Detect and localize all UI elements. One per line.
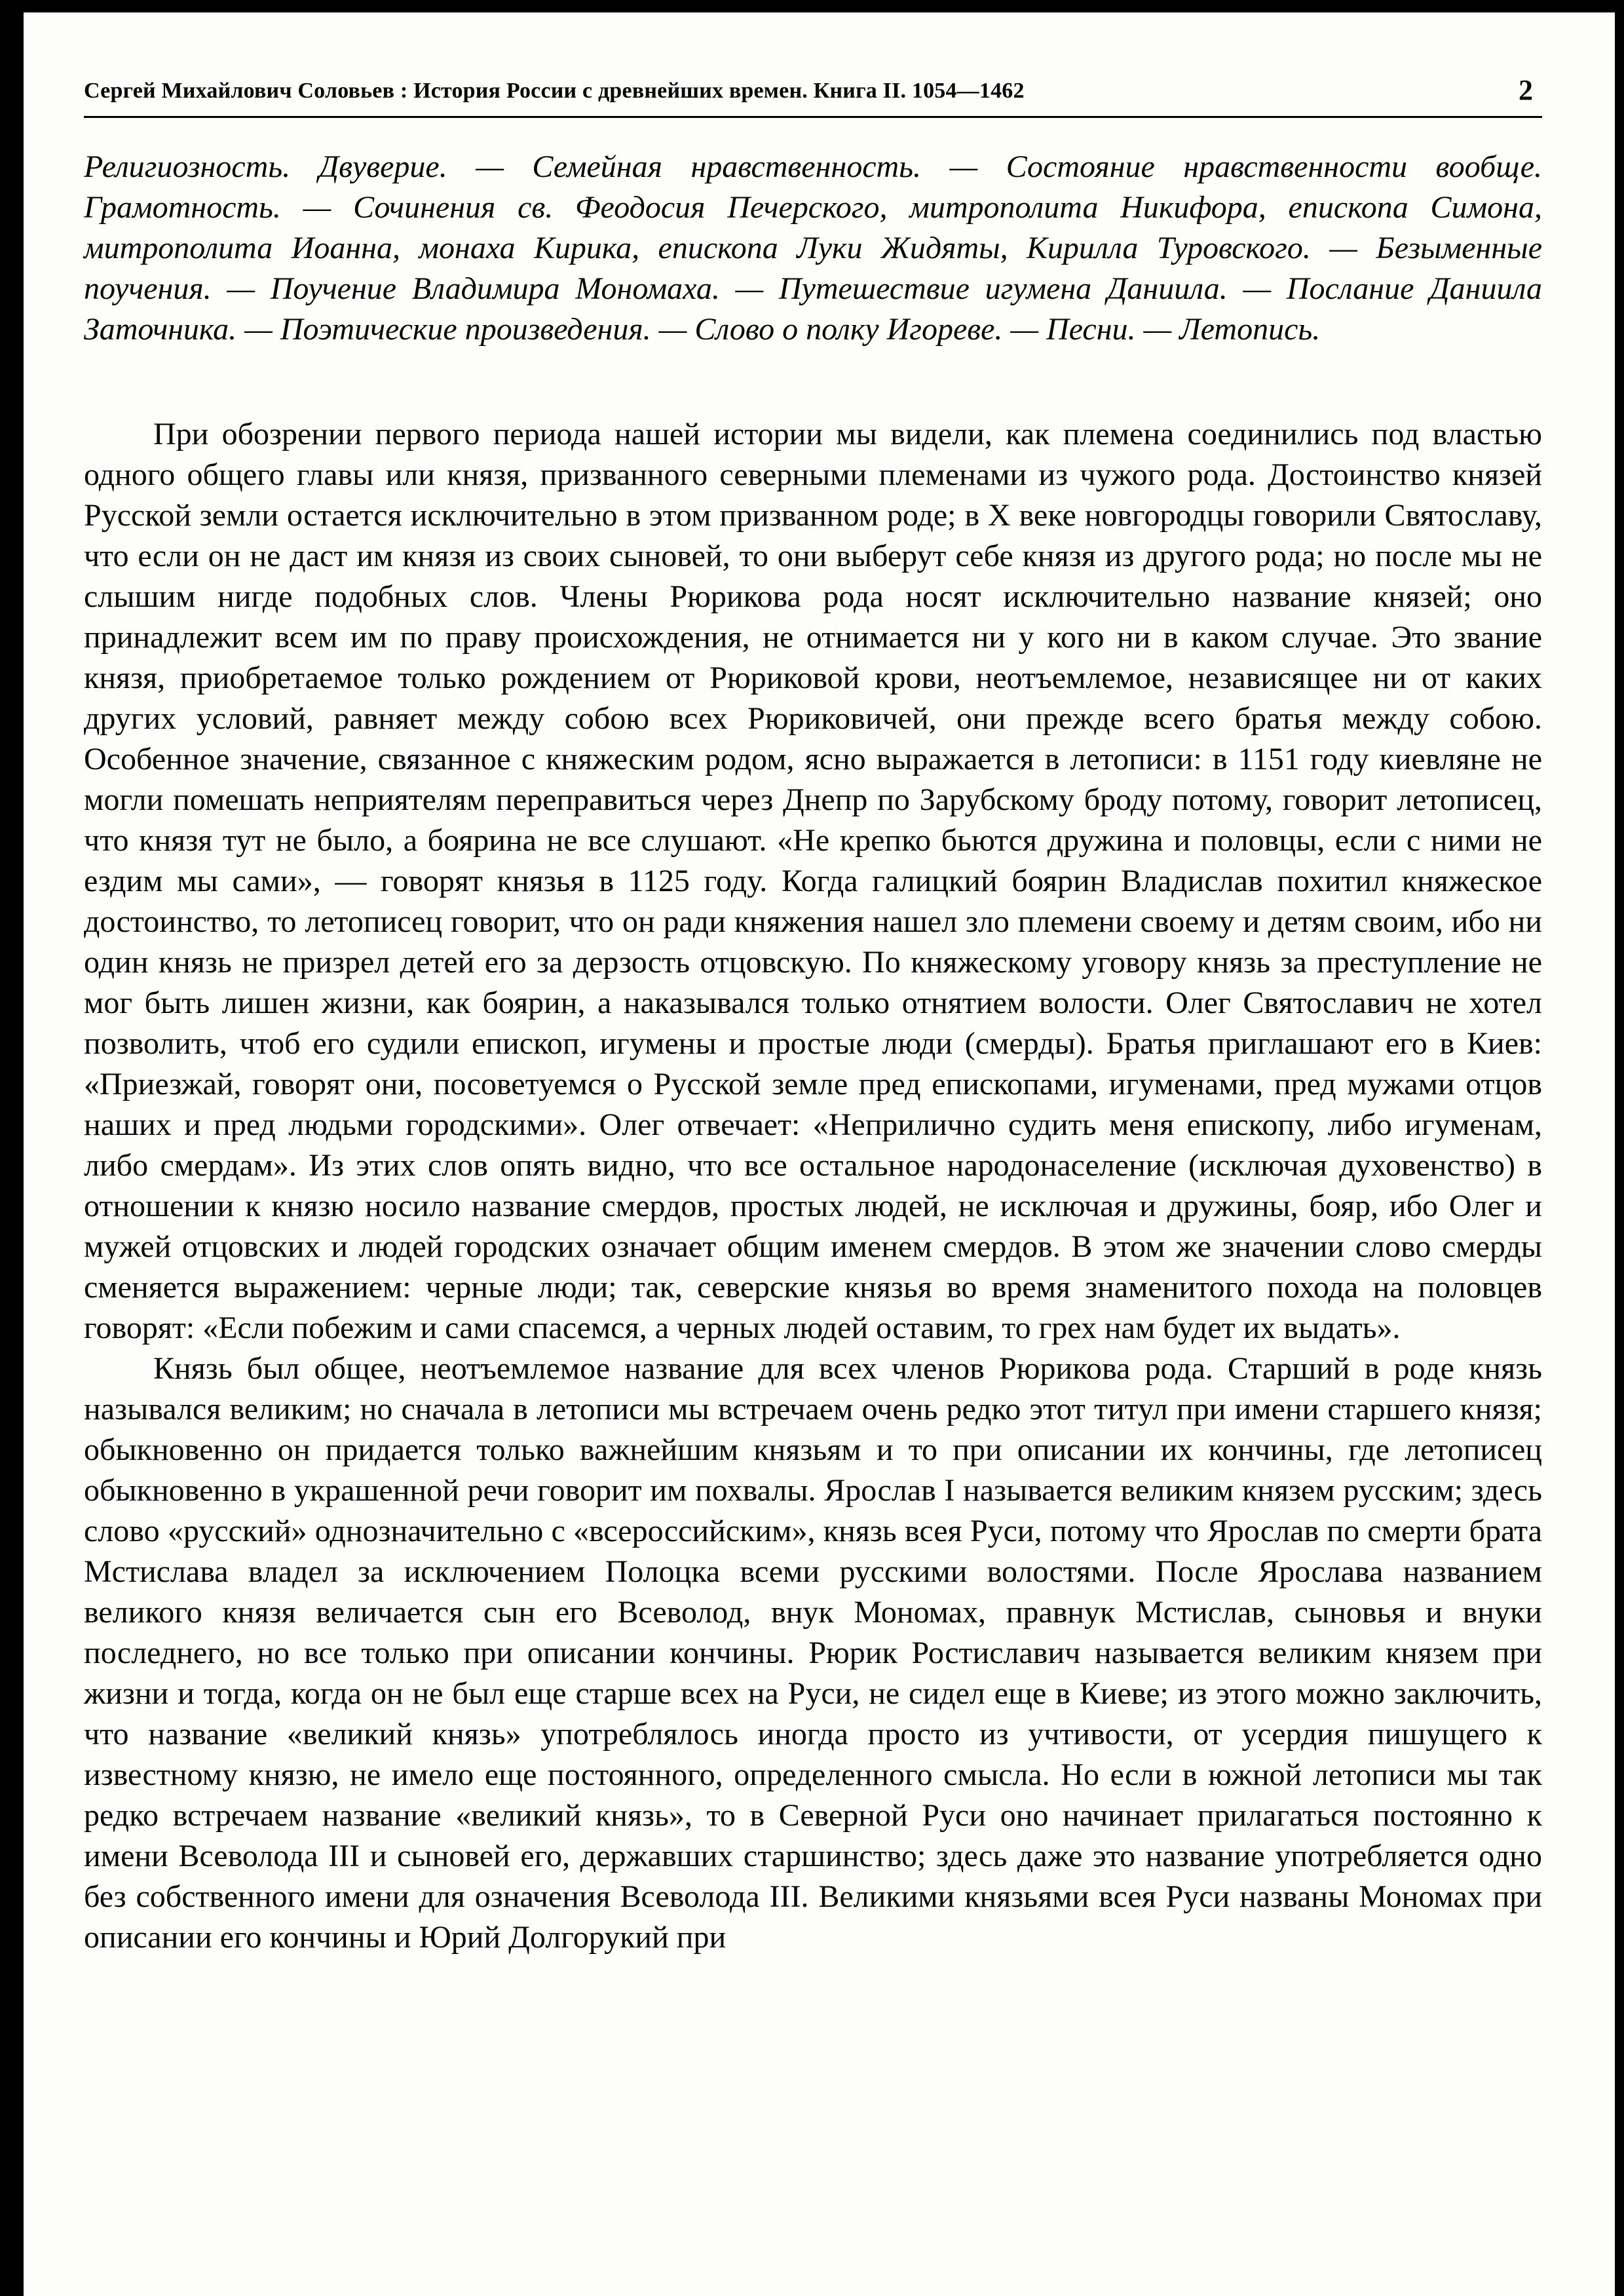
header-divider	[84, 116, 1542, 118]
document-title: Сергей Михайлович Соловьев : История России с древнейших времен. Книга II. 1054—1462	[84, 79, 1025, 104]
page-number: 2	[1519, 74, 1533, 106]
scan-border-left	[0, 0, 24, 2296]
chapter-summary: Религиозность. Двуверие. — Семейная нравственность. — Состояние нравственности вообще. Грамотность. — Сочинения св. Феодосия Печерского, митрополита Никифора, епископа Симона, митрополита Иоанна, монаха Кирика, епископа Луки Жидяты, Кирилла Туровского. — Безыменные поучения. — Поучение Владимира Мономаха. — Путешествие игумена Даниила. — Послание Даниила Заточника. — Поэтические произведения. — Слово о полку Игореве. — Песни. — Летопись.	[84, 149, 1542, 347]
scan-border-top	[0, 0, 1624, 12]
scan-border-right	[1615, 0, 1624, 2296]
document-page	[84, 76, 1542, 1958]
paragraph-2: Князь был общее, неотъемлемое название для всех членов Рюрикова рода. Старший в роде князь назывался великим; но сначала в летописи мы встречаем очень редко этот титул при имени старшего князя; обыкновенно он придается только важнейшим князьям и то при описании их кончины, где летописец обыкновенно в украшенной речи говорит им похвалы. Ярослав I называется великим князем русским; здесь слово «русский» однозначительно с «всероссийским», князь всея Руси, потому что Ярослав по смерти брата Мстислава владел за исключением Полоцка всеми русскими волостями. После Ярослава названием великого князя величается сын его Всеволод, внук Мономах, правнук Мстислав, сыновья и внуки последнего, но все только при описании кончины. Рюрик Ростиславич называется великим князем при жизни и тогда, когда он не был еще старше всех на Руси, не сидел еще в Киеве; из этого можно заключить, что название «великий князь» употреблялось иногда просто из учтивости, от усердия пишущего к известному князю, не имело еще постоянного, определенного смысла. Но если в южной летописи мы так редко встречаем название «великий князь», то в Северной Руси оно начинает прилагаться постоянно к имени Всеволода III и сыновей его, державших старшинство; здесь даже это название употребляется одно без собственного имени для означения Всеволода III. Великими князьями всея Руси названы Мономах при описании его кончины и Юрий Долгорукий при	[84, 1351, 1542, 1955]
paragraph-1: При обозрении первого периода нашей истории мы видели, как племена соединились под властью одного общего главы или князя, призванного северными племенами из чужого рода. Достоинство князей Русской земли остается исключительно в этом призванном роде; в X веке новгородцы говорили Святославу, что если он не даст им князя из своих сыновей, то они выберут себе князя из другого рода; но после мы не слышим нигде подобных слов. Члены Рюрикова рода носят исключительно название князей; оно принадлежит всем им по праву происхождения, не отнимается ни у кого ни в каком случае. Это звание князя, приобретаемое только рождением от Рюриковой крови, неотъемлемое, независящее ни от каких других условий, равняет между собою всех Рюриковичей, они прежде всего братья между собою. Особенное значение, связанное с княжеским родом, ясно выражается в летописи: в 1151 году киевляне не могли помешать неприятелям переправиться через Днепр по Зарубскому броду потому, говорит летописец, что князя тут не было, а боярина не все слушают. «Не крепко бьются дружина и половцы, если с ними не ездим мы сами», — говорят князья в 1125 году. Когда галицкий боярин Владислав похитил княжеское достоинство, то летописец говорит, что он ради княжения нашел зло племени своему и детям своим, ибо ни один князь не призрел детей его за дерзость отцовскую. По княжескому уговору князь за преступление не мог быть лишен жизни, как боярин, а наказывался только отнятием волости. Олег Святославич не хотел позволить, чтоб его судили епископ, игумены и простые люди (смерды). Братья приглашают его в Киев: «Приезжай, говорят они, посоветуемся о Русской земле пред епископами, игуменами, пред мужами отцов наших и пред людьми городскими». Олег отвечает: «Неприлично судить меня епископу, либо игуменам, либо смердам». Из этих слов опять видно, что все остальное народонаселение (исключая духовенство) в отношении к князю носило название смердов, простых людей, не исключая и дружины, бояр, ибо Олег и мужей отцовских и людей городских означает общим именем смердов. В этом же значении слово смерды сменяется выражением: черные люди; так, северские князья во время знаменитого похода на половцев говорят: «Если побежим и сами спасемся, а черных людей оставим, то грех нам будет их выдать».	[84, 417, 1542, 1345]
page-header	[84, 76, 1542, 105]
